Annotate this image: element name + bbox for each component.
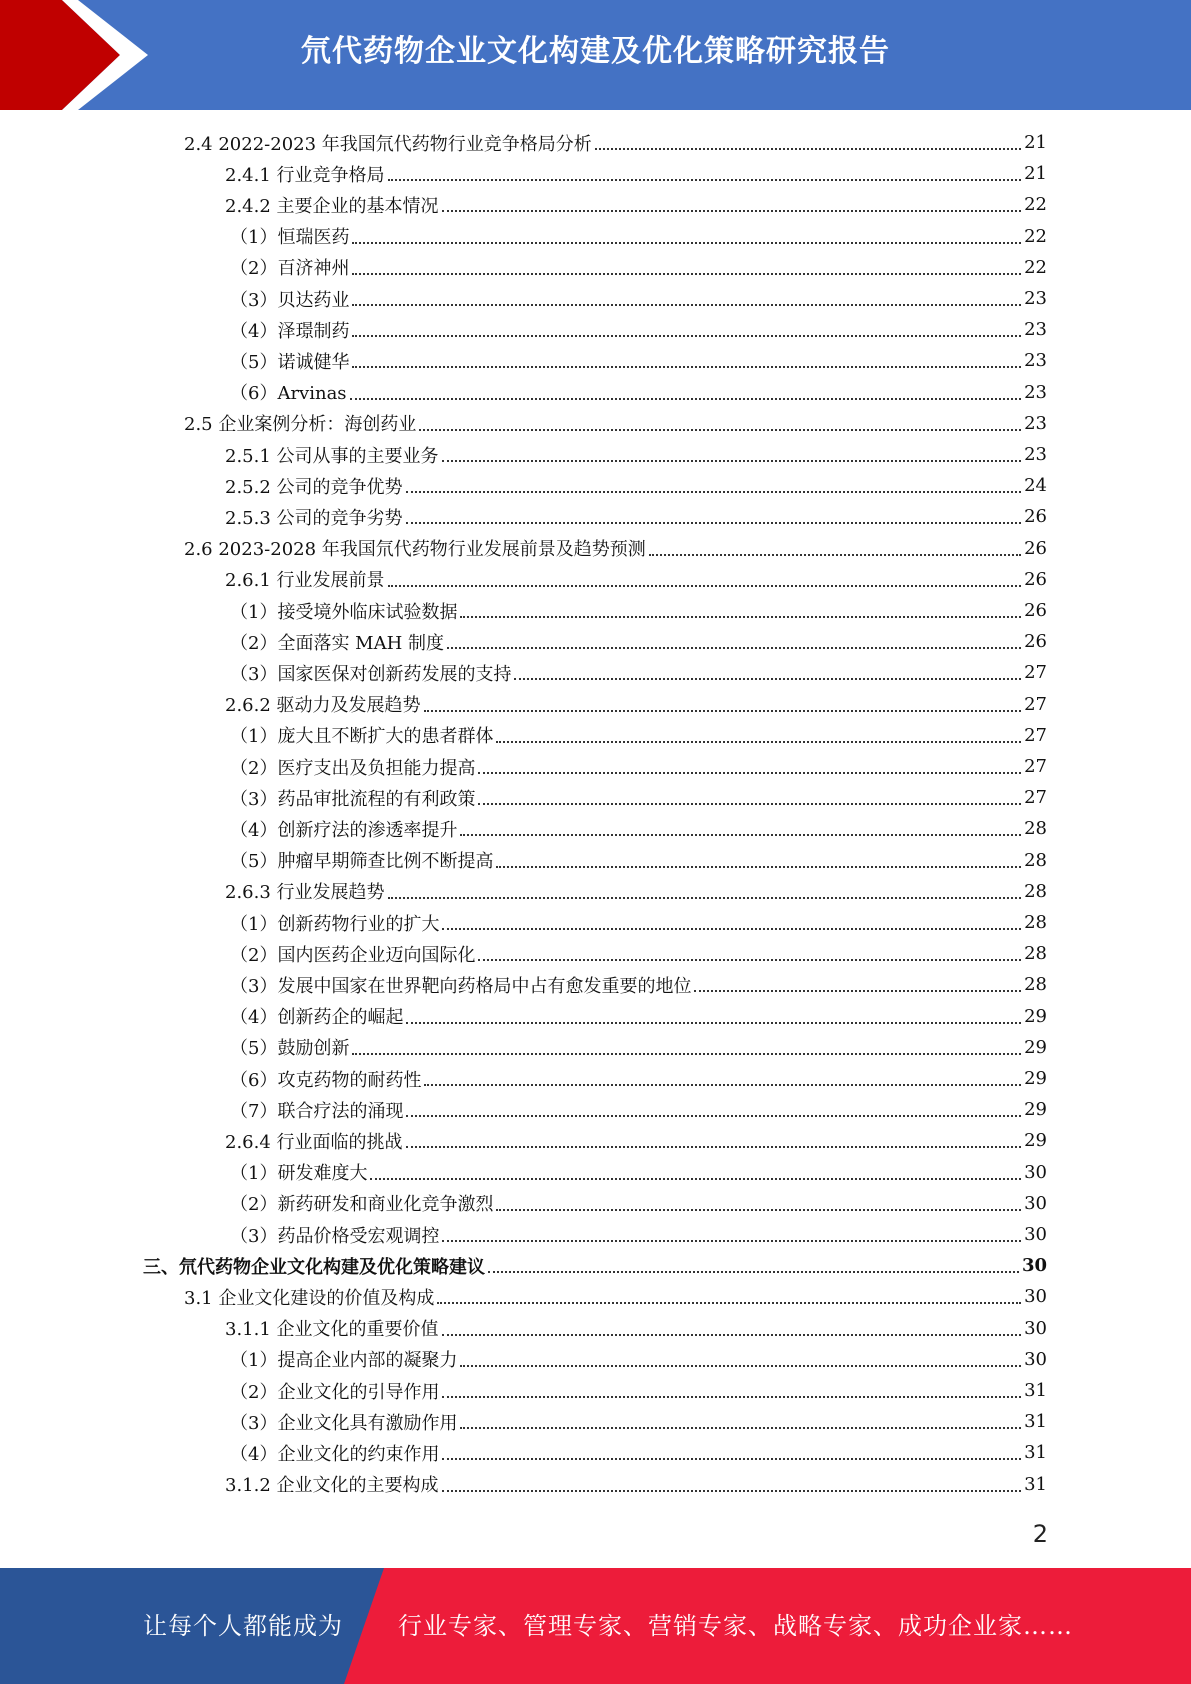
toc-entry[interactable]: [225, 501, 1047, 532]
toc-entry-page: 31: [1024, 1411, 1047, 1433]
toc-entry[interactable]: [184, 1281, 1047, 1312]
toc-entry-label: 2.6.4 行业面临的挑战: [225, 1131, 403, 1153]
toc-entry-page: 27: [1024, 693, 1047, 715]
toc-entry-page: 29: [1024, 1130, 1047, 1152]
toc-dot-leader: [419, 428, 1021, 431]
toc-entry-page: 28: [1024, 943, 1047, 965]
toc-entry-label: 3.1.1 企业文化的重要价值: [225, 1319, 439, 1341]
toc-dot-leader: [388, 896, 1022, 899]
toc-entry[interactable]: [230, 969, 1047, 1000]
toc-dot-leader: [442, 1457, 1021, 1460]
toc-entry-page: 28: [1024, 849, 1047, 871]
toc-entry-label: （2）国内医药企业迈向国际化: [230, 944, 476, 966]
toc-entry[interactable]: [225, 564, 1047, 595]
toc-entry-label: （5）诺诚健华: [230, 351, 350, 373]
toc-entry-label: （4）泽璟制药: [230, 320, 350, 342]
toc-entry-label: （2）百济神州: [230, 258, 350, 280]
toc-entry[interactable]: [230, 751, 1047, 782]
toc-entry[interactable]: [230, 1375, 1047, 1406]
toc-entry[interactable]: [230, 1406, 1047, 1437]
toc-entry-label: （3）药品价格受宏观调控: [230, 1225, 440, 1247]
toc-entry-page: 27: [1024, 756, 1047, 777]
toc-entry-page: 22: [1024, 225, 1047, 247]
toc-dot-leader: [447, 646, 1021, 649]
toc-entry-page: 26: [1024, 600, 1047, 621]
toc-entry[interactable]: [230, 1188, 1047, 1219]
toc-entry-label: （3）药品审批流程的有利政策: [230, 788, 476, 810]
toc-entry-page: 30: [1024, 1224, 1047, 1245]
toc-dot-leader: [514, 677, 1021, 680]
toc-entry-label: （1）接受境外临床试验数据: [230, 601, 458, 623]
report-title: 氘代药物企业文化构建及优化策略研究报告: [301, 34, 890, 69]
toc-entry[interactable]: [230, 782, 1047, 813]
toc-entry[interactable]: [230, 1219, 1047, 1250]
toc-entry[interactable]: [230, 938, 1047, 969]
toc-entry-page: 30: [1024, 1161, 1047, 1183]
toc-entry-label: 2.5.1 公司从事的主要业务: [225, 445, 439, 467]
toc-entry[interactable]: [184, 408, 1047, 439]
toc-entry-page: 23: [1024, 319, 1047, 341]
toc-dot-leader: [352, 334, 1021, 337]
toc-entry-page: 27: [1024, 787, 1047, 809]
toc-entry-page: 26: [1024, 506, 1047, 528]
toc-entry-page: 23: [1024, 350, 1047, 372]
toc-entry-page: 30: [1024, 1317, 1047, 1339]
toc-entry-page: 21: [1024, 132, 1047, 153]
toc-entry-label: 2.4.1 行业竞争格局: [225, 164, 385, 186]
toc-entry-page: 31: [1024, 1473, 1047, 1495]
toc-dot-leader: [352, 272, 1021, 275]
toc-entry-label: 三、氘代药物企业文化构建及优化策略建议: [143, 1256, 485, 1278]
toc-entry-label: 2.6.2 驱动力及发展趋势: [225, 695, 421, 717]
page-number: 2: [1032, 1520, 1048, 1548]
toc-dot-leader: [478, 771, 1021, 774]
toc-entry-label: 3.1 企业文化建设的价值及构成: [184, 1287, 435, 1309]
toc-entry-page: 31: [1024, 1442, 1047, 1464]
toc-dot-leader: [406, 521, 1022, 524]
toc-entry-page: 22: [1024, 194, 1047, 216]
toc-dot-leader: [496, 740, 1021, 743]
toc-entry-page: 27: [1024, 662, 1047, 684]
toc-entry-label: （2）全面落实 MAH 制度: [230, 632, 445, 654]
toc-entry-page: 21: [1024, 163, 1047, 185]
toc-entry-label: （1）庞大且不断扩大的患者群体: [230, 726, 494, 748]
toc-entry-label: （3）国家医保对创新药发展的支持: [230, 663, 512, 685]
toc-entry[interactable]: [230, 1437, 1047, 1468]
toc-entry-label: （7）联合疗法的涌现: [230, 1100, 404, 1122]
toc-entry-page: 30: [1024, 1286, 1047, 1308]
toc-entry[interactable]: [230, 221, 1047, 252]
toc-entry-label: 2.5.3 公司的竞争劣势: [225, 507, 403, 529]
toc-dot-leader: [388, 178, 1022, 181]
toc-entry[interactable]: [230, 1157, 1047, 1188]
toc-dot-leader: [406, 490, 1022, 493]
toc-dot-leader: [460, 833, 1021, 836]
toc-dot-leader: [460, 1426, 1021, 1429]
toc-entry[interactable]: [230, 1001, 1047, 1032]
toc-entry[interactable]: [230, 626, 1047, 657]
toc-entry[interactable]: [230, 1344, 1047, 1375]
toc-entry-label: 2.4 2022-2023 年我国氘代药物行业竞争格局分析: [184, 133, 592, 155]
toc-dot-leader: [352, 1052, 1021, 1055]
toc-entry-label: （3）贝达药业: [230, 289, 350, 311]
toc-dot-leader: [442, 927, 1021, 930]
toc-dot-leader: [352, 241, 1021, 244]
toc-entry[interactable]: [225, 189, 1047, 220]
toc-entry-page: 28: [1024, 974, 1047, 996]
page-header: [0, 0, 1191, 110]
toc-entry-label: （4）创新药企的崛起: [230, 1007, 404, 1029]
toc-entry-label: （1）恒瑞医药: [230, 227, 350, 249]
toc-entry-page: 29: [1024, 1005, 1047, 1027]
toc-entry[interactable]: [230, 907, 1047, 938]
toc-dot-leader: [442, 209, 1022, 212]
toc-entry[interactable]: [225, 876, 1047, 907]
toc-entry-label: 2.5 企业案例分析：海创药业: [184, 414, 417, 436]
toc-entry-page: 29: [1024, 1099, 1047, 1121]
toc-dot-leader: [442, 1489, 1022, 1492]
toc-entry-page: 23: [1024, 288, 1047, 309]
toc-entry[interactable]: [230, 314, 1047, 345]
toc-entry[interactable]: [230, 720, 1047, 751]
toc-dot-leader: [406, 1021, 1021, 1024]
toc-entry-label: 3.1.2 企业文化的主要构成: [225, 1475, 439, 1497]
toc-entry[interactable]: [225, 470, 1047, 501]
toc-entry-page: 28: [1024, 912, 1047, 933]
toc-entry-page: 23: [1024, 381, 1047, 403]
toc-entry-page: 23: [1024, 444, 1047, 465]
toc-entry-page: 24: [1024, 475, 1047, 497]
toc-dot-leader: [350, 397, 1022, 400]
toc-dot-leader: [424, 1083, 1021, 1086]
toc-entry[interactable]: [230, 1032, 1047, 1063]
toc-entry[interactable]: [225, 689, 1047, 720]
toc-entry-label: （4）企业文化的约束作用: [230, 1443, 440, 1465]
toc-entry-label: （1）研发难度大: [230, 1163, 368, 1185]
toc-entry-label: 2.6 2023-2028 年我国氘代药物行业发展前景及趋势预测: [184, 539, 646, 561]
toc-entry[interactable]: [225, 1125, 1047, 1156]
toc-entry-page: 28: [1024, 818, 1047, 840]
toc-dot-leader: [496, 1208, 1021, 1211]
toc-entry[interactable]: [230, 1063, 1047, 1094]
toc-entry-page: 30: [1024, 1192, 1047, 1214]
toc-dot-leader: [442, 1239, 1021, 1242]
toc-dot-leader: [406, 1145, 1022, 1148]
toc-entry-label: （3）企业文化具有激励作用: [230, 1412, 458, 1434]
toc-entry[interactable]: [225, 1469, 1047, 1500]
toc-dot-leader: [437, 1301, 1021, 1304]
toc-entry-label: （4）创新疗法的渗透率提升: [230, 819, 458, 841]
toc-entry-label: （1）提高企业内部的凝聚力: [230, 1350, 458, 1372]
toc-entry-page: 29: [1024, 1036, 1047, 1058]
toc-dot-leader: [442, 1395, 1021, 1398]
toc-entry-page: 30: [1021, 1255, 1047, 1277]
toc-entry[interactable]: [225, 1313, 1047, 1344]
toc-entry[interactable]: [230, 252, 1047, 283]
toc-entry-label: 2.6.3 行业发展趋势: [225, 882, 385, 904]
toc-entry-label: （3）发展中国家在世界靶向药格局中占有愈发重要的地位: [230, 975, 692, 997]
toc-entry[interactable]: [230, 1094, 1047, 1125]
toc-entry-label: （2）医疗支出及负担能力提高: [230, 757, 476, 779]
toc-dot-leader: [424, 709, 1022, 712]
toc-dot-leader: [460, 1364, 1021, 1367]
toc-entry-page: 27: [1024, 724, 1047, 746]
toc-entry-label: （2）新药研发和商业化竞争激烈: [230, 1194, 494, 1216]
toc-entry-page: 29: [1024, 1068, 1047, 1089]
toc-entry[interactable]: [230, 345, 1047, 376]
toc-dot-leader: [352, 303, 1021, 306]
toc-dot-leader: [370, 1177, 1021, 1180]
toc-entry-page: 26: [1024, 568, 1047, 590]
toc-entry[interactable]: [225, 158, 1047, 189]
toc-entry[interactable]: [184, 533, 1047, 564]
toc-entry-label: （5）鼓励创新: [230, 1038, 350, 1060]
page-footer: [0, 1568, 1191, 1684]
toc-entry-label: （2）企业文化的引导作用: [230, 1381, 440, 1403]
toc-entry-label: 2.5.2 公司的竞争优势: [225, 476, 403, 498]
toc-dot-leader: [478, 802, 1021, 805]
toc-entry[interactable]: [230, 283, 1047, 314]
toc-entry[interactable]: [230, 595, 1047, 626]
toc-entry-page: 30: [1024, 1348, 1047, 1370]
toc-dot-leader: [406, 1114, 1021, 1117]
toc-dot-leader: [488, 1270, 1019, 1273]
toc-entry-label: （6）攻克药物的耐药性: [230, 1069, 422, 1091]
toc-entry[interactable]: [184, 127, 1047, 158]
toc-entry[interactable]: [225, 439, 1047, 470]
toc-dot-leader: [478, 958, 1021, 961]
footer-slogan-left: 让每个人都能成为: [143, 1612, 343, 1640]
toc-entry-page: 23: [1024, 412, 1047, 434]
toc-entry-label: 2.6.1 行业发展前景: [225, 570, 385, 592]
toc-entry-label: （6）Arvinas: [230, 383, 347, 405]
toc-entry[interactable]: [230, 845, 1047, 876]
toc-entry[interactable]: [143, 1250, 1047, 1281]
toc-entry-page: 31: [1024, 1380, 1047, 1401]
toc-entry[interactable]: [230, 377, 1047, 408]
toc-entry-label: （5）肿瘤早期筛查比例不断提高: [230, 851, 494, 873]
toc-entry-page: 22: [1024, 256, 1047, 278]
toc-dot-leader: [442, 1333, 1022, 1336]
toc-dot-leader: [442, 459, 1022, 462]
toc-entry-label: 2.4.2 主要企业的基本情况: [225, 195, 439, 217]
toc-entry[interactable]: [230, 813, 1047, 844]
toc-entry-page: 28: [1024, 880, 1047, 902]
toc-dot-leader: [460, 615, 1021, 618]
toc-dot-leader: [694, 989, 1021, 992]
toc-entry-label: （1）创新药物行业的扩大: [230, 913, 440, 935]
toc-dot-leader: [595, 147, 1021, 150]
toc-dot-leader: [649, 553, 1021, 556]
toc-entry-page: 26: [1024, 631, 1047, 653]
footer-slogan-right: 行业专家、管理专家、营销专家、战略专家、成功企业家……: [398, 1612, 1073, 1640]
toc-entry[interactable]: [230, 657, 1047, 688]
toc-dot-leader: [352, 365, 1021, 368]
toc-dot-leader: [388, 584, 1022, 587]
toc-dot-leader: [496, 865, 1021, 868]
toc-entry-page: 26: [1024, 537, 1047, 559]
